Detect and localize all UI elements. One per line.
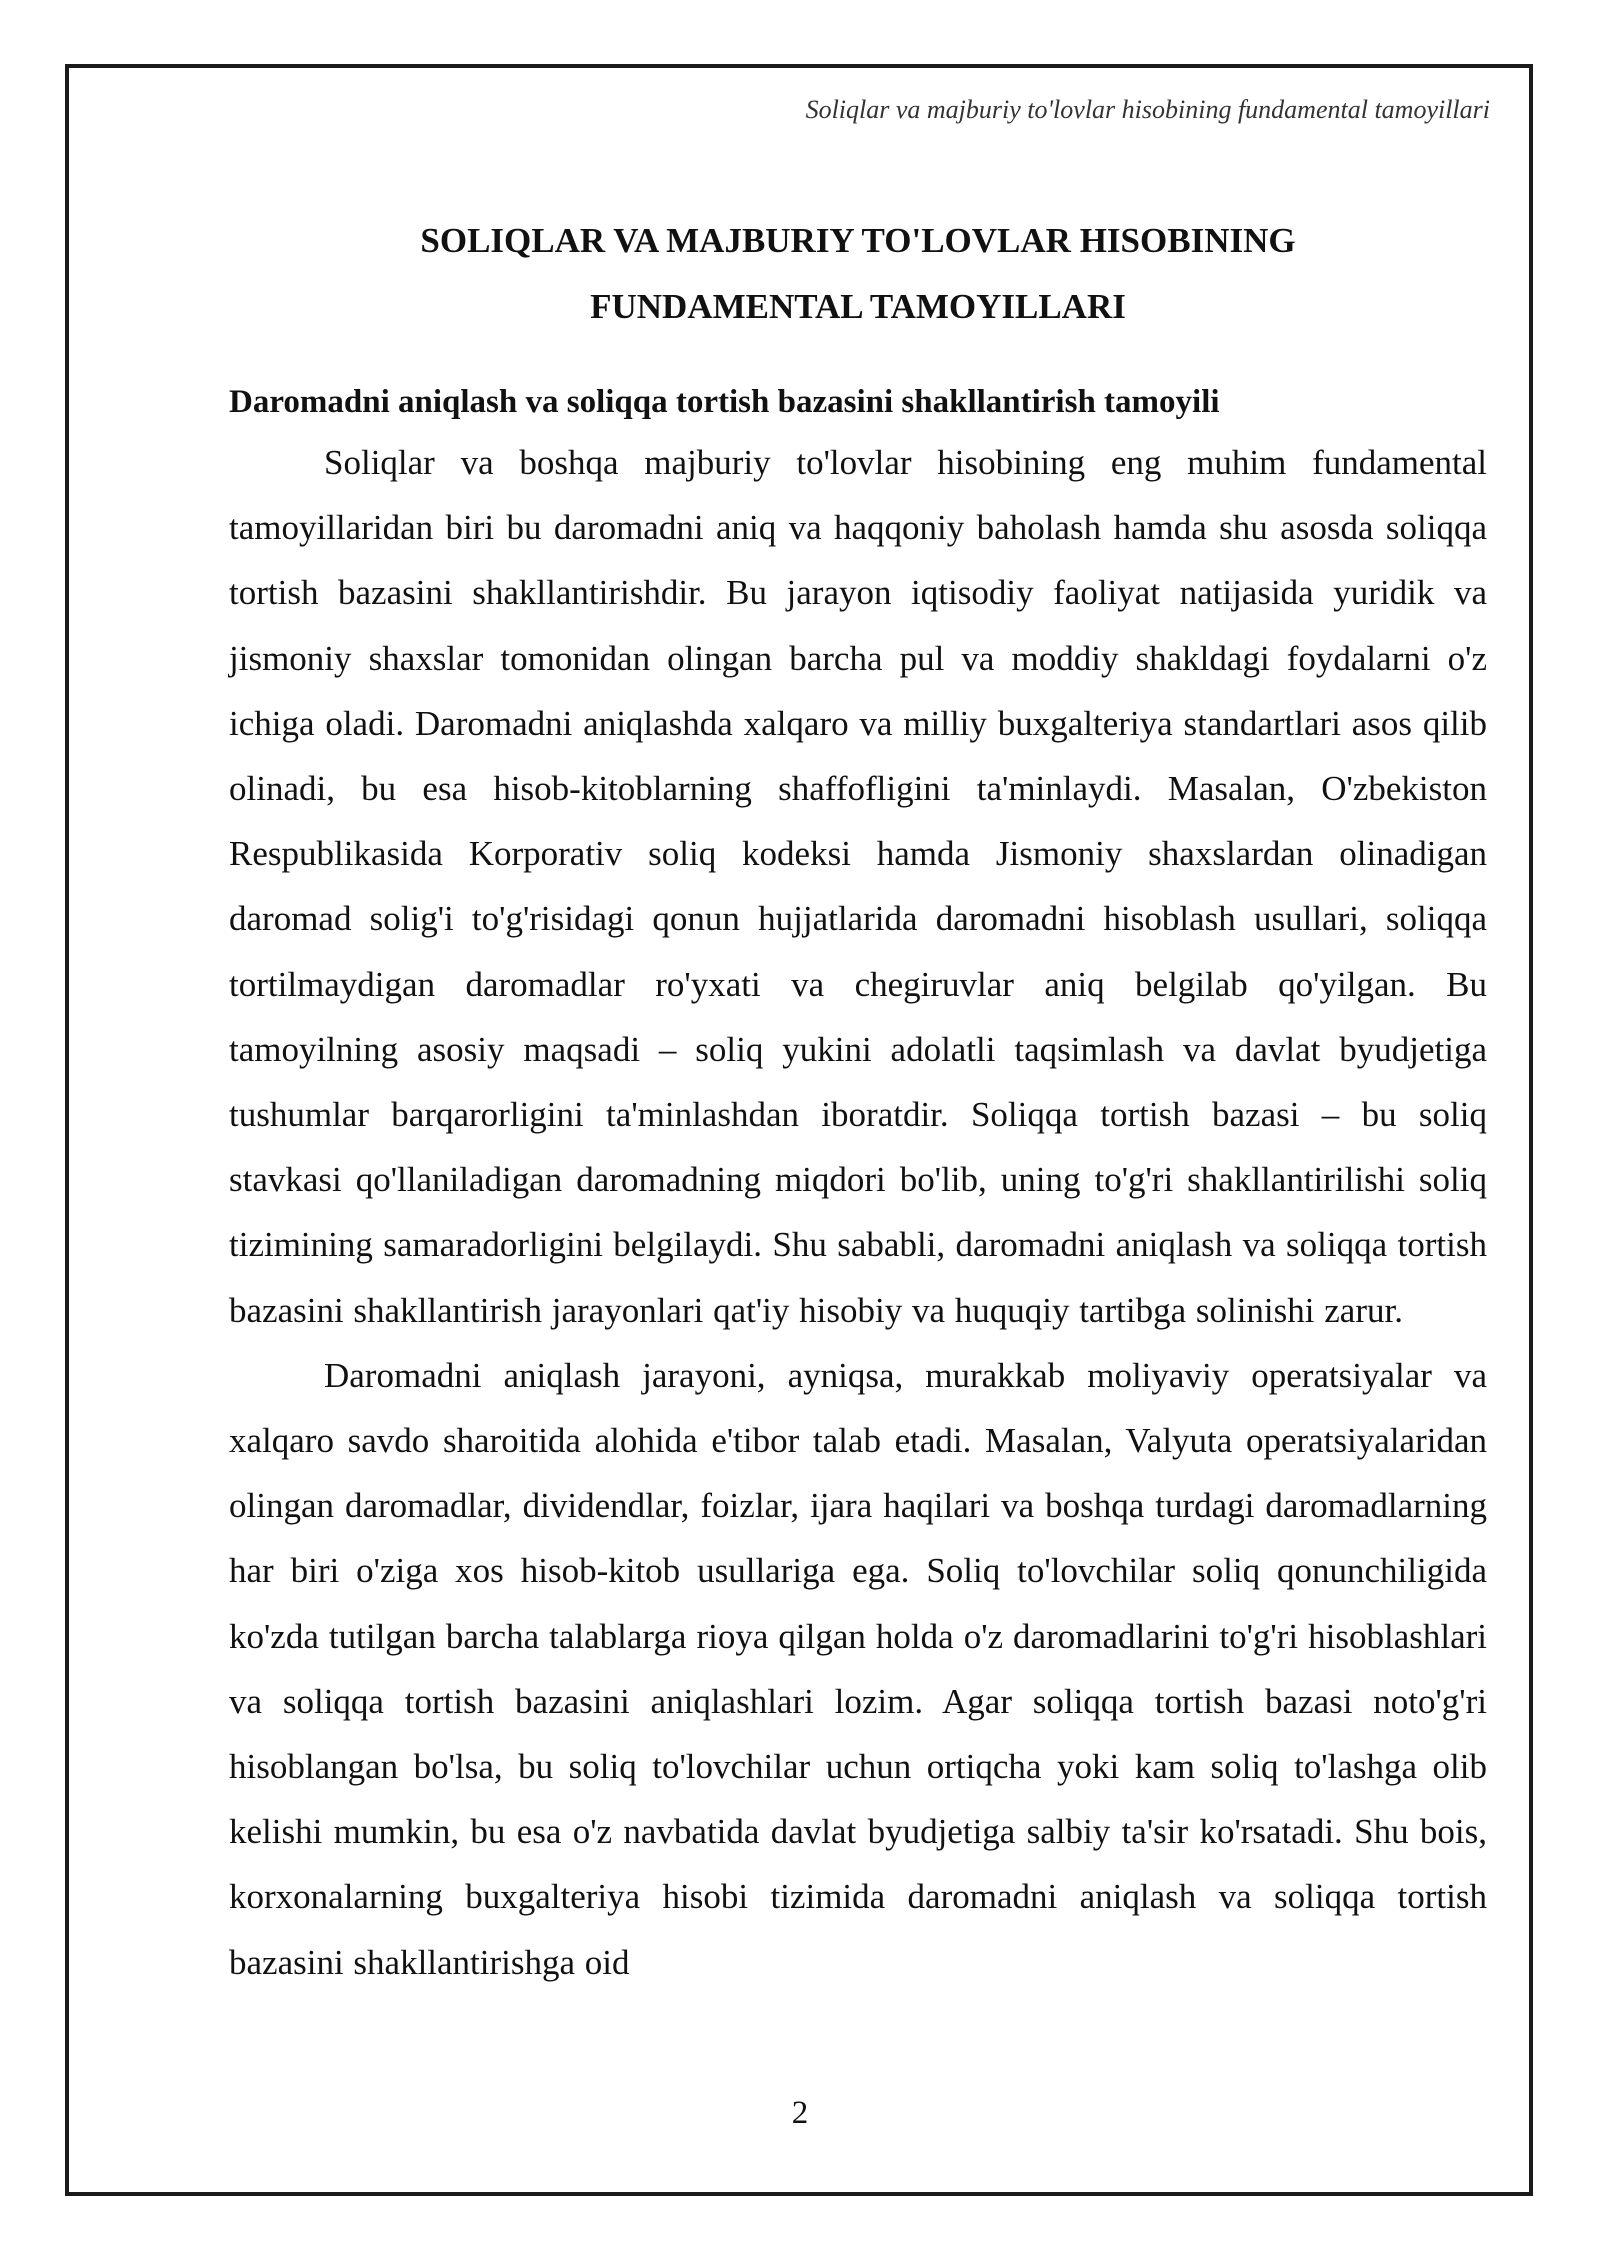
title-line-1: SOLIQLAR VA MAJBURIY TO'LOVLAR HISOBINING [420, 221, 1296, 260]
paragraph-2: Daromadni aniqlash jarayoni, ayniqsa, murakkab moliyaviy operatsiyalar va xalqaro savdo sharoitida alohida e'tibor talab etadi. Masalan, Valyuta operatsiyalaridan olingan daromadlar, dividendlar, foizlar, ijara haqilari va boshqa turdagi daromadlarning har biri o'ziga xos hisob-kitob usullariga ega. Soliq to'lovchilar soliq qonunchiligida ko'zda tutilgan barcha talablarga rioya qilgan holda o'z daromadlarini to'g'ri hisoblashlari va soliqqa tortish bazasini aniqlashlari lozim. Agar soliqqa tortish bazasi noto'g'ri hisoblangan bo'lsa, bu soliq to'lovchilar uchun ortiqcha yoki kam soliq to'lashga olib kelishi mumkin, bu esa o'z navbatida davlat byudjetiga salbiy ta'sir ko'rsatadi. Shu bois, korxonalarning buxgalteriya hisobi tizimida daromadni aniqlash va soliqqa tortish bazasini shakllantirishga oid [229, 1355, 1487, 1982]
running-header: Soliqlar va majburiy to'lovlar hisobining fundamental tamoyillari [805, 95, 1490, 124]
document-title [229, 208, 1487, 340]
document-body [229, 208, 1487, 1995]
title-line-2: FUNDAMENTAL TAMOYILLARI [590, 287, 1126, 326]
page-number: 2 [791, 2095, 809, 2131]
paragraph-1: Soliqlar va boshqa majburiy to'lovlar hisobining eng muhim fundamental tamoyillaridan biri bu daromadni aniq va haqqoniy baholash hamda shu asosda soliqqa tortish bazasini shakllantirishdir. Bu jarayon iqtisodiy faoliyat natijasida yuridik va jismoniy shaxslar tomonidan olingan barcha pul va moddiy shakldagi foydalarni o'z ichiga oladi. Daromadni aniqlashda xalqaro va milliy buxgalteriya standartlari asos qilib olinadi, bu esa hisob-kitoblarning shaffofligini ta'minlaydi. Masalan, O'zbekiston Respublikasida Korporativ soliq kodeksi hamda Jismoniy shaxslardan olinadigan daromad solig'i to'g'risidagi qonun hujjatlarida daromadni hisoblash usullari, soliqqa tortilmaydigan daromadlar ro'yxati va chegiruvlar aniq belgilab qo'yilgan. Bu tamoyilning asosiy maqsadi – soliq yukini adolatli taqsimlash va davlat byudjetiga tushumlar barqarorligini ta'minlashdan iboratdir. Soliqqa tortish bazasi – bu soliq stavkasi qo'llaniladigan daromadning miqdori bo'lib, uning to'g'ri shakllantirilishi soliq tizimining samaradorligini belgilaydi. Shu sababli, daromadni aniqlash va soliqqa tortish bazasini shakllantirish jarayonlari qat'iy hisobiy va huquqiy tartibga solinishi zarur. [229, 443, 1487, 1330]
section-heading: Daromadni aniqlash va soliqqa tortish bazasini shakllantirish tamoyili [229, 384, 1220, 420]
